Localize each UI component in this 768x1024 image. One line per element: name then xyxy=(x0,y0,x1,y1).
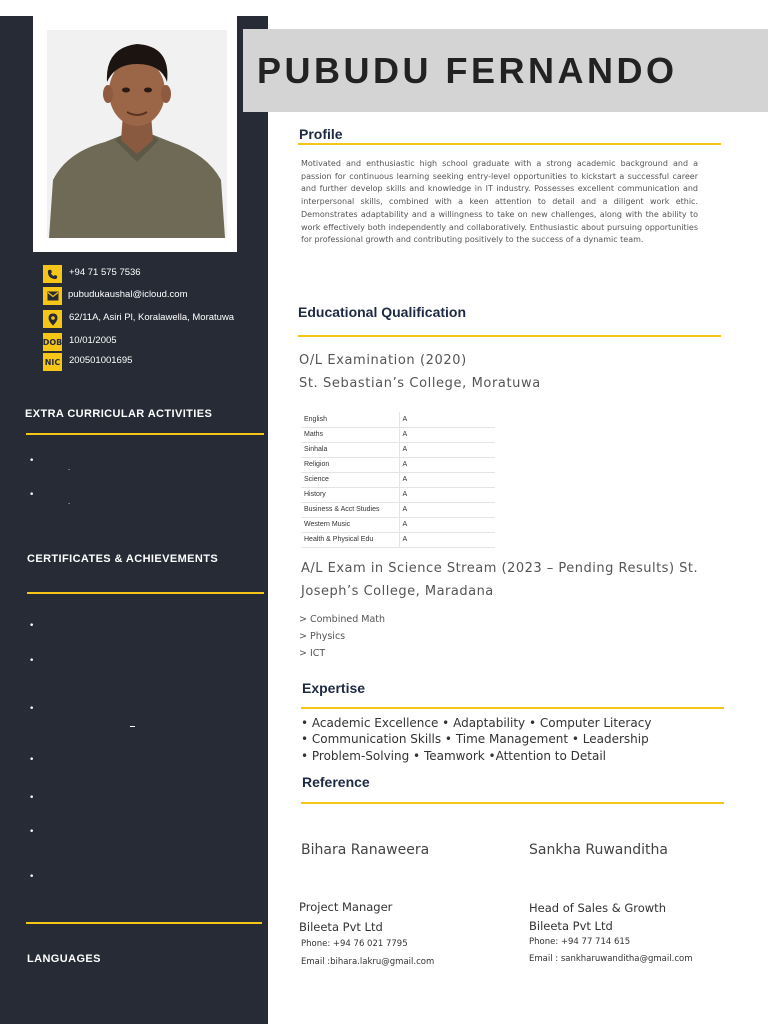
bullet-fragment: . xyxy=(68,464,71,472)
grade-row xyxy=(301,442,495,457)
contact-dob xyxy=(43,333,263,351)
skills-line: • Communication Skills • Time Management • Leadership xyxy=(301,732,649,746)
skills-line: • Academic Excellence • Adaptability • Computer Literacy xyxy=(301,716,652,730)
certificate-bullet: • xyxy=(29,827,35,837)
contact-phone xyxy=(43,265,263,283)
al-subject: > Physics xyxy=(299,631,346,642)
grade-row xyxy=(301,502,495,517)
al-subject: > Combined Math xyxy=(299,614,386,625)
reference-company: Bileeta Pvt Ltd xyxy=(529,919,613,933)
phone-number[interactable]: +94 71 575 7536 xyxy=(69,267,141,278)
reference-company: Bileeta Pvt Ltd xyxy=(299,920,383,934)
profile-photo xyxy=(47,30,227,238)
bullet-fragment xyxy=(130,726,135,727)
grade-row xyxy=(301,457,495,472)
subject-cell: Business & Acct Studies xyxy=(301,502,399,517)
subject-cell: Religion xyxy=(301,457,399,472)
certificate-bullet: • xyxy=(29,872,35,882)
reference-rule xyxy=(301,802,724,804)
nic-icon: NIC xyxy=(43,353,62,371)
subject-cell: Western Music xyxy=(301,517,399,532)
grade-row xyxy=(301,427,495,442)
grade-cell: A xyxy=(399,487,495,502)
certificate-bullet: • xyxy=(29,656,35,666)
ol-exam-title: O/L Examination (2020) xyxy=(299,353,467,368)
location-pin-icon xyxy=(43,310,62,328)
reference-role: Project Manager xyxy=(299,900,393,914)
email-icon xyxy=(43,287,62,305)
extra-curricular-bullet: • xyxy=(29,490,35,500)
extra-curricular-bullet: • xyxy=(29,456,35,466)
extra-curricular-heading: EXTRA CURRICULAR ACTIVITIES xyxy=(25,408,213,420)
certificates-heading: CERTIFICATES & ACHIEVEMENTS xyxy=(27,553,219,565)
certificate-bullet: • xyxy=(29,755,35,765)
contact-address xyxy=(43,310,263,328)
subject-cell: Maths xyxy=(301,427,399,442)
ol-school: St. Sebastian’s College, Moratuwa xyxy=(299,376,541,391)
al-exam-title: A/L Exam in Science Stream (2023 – Pending Results) St. Joseph’s College, Maradana xyxy=(301,561,699,599)
profile-heading: Profile xyxy=(299,126,343,142)
grade-row xyxy=(301,487,495,502)
grade-cell: A xyxy=(399,442,495,457)
education-heading: Educational Qualification xyxy=(298,304,467,320)
grade-cell: A xyxy=(399,427,495,442)
subject-cell: Sinhala xyxy=(301,442,399,457)
certificate-bullet: • xyxy=(29,621,35,631)
date-of-birth: 10/01/2005 xyxy=(69,335,117,346)
subject-cell: Science xyxy=(301,472,399,487)
contact-nic xyxy=(43,353,263,371)
languages-heading: LANGUAGES xyxy=(27,953,101,965)
certificate-bullet: • xyxy=(29,704,35,714)
expertise-rule xyxy=(301,707,724,709)
education-rule xyxy=(298,335,721,337)
languages-rule xyxy=(26,922,262,924)
candidate-name: PUBUDU FERNANDO xyxy=(257,50,678,91)
extra-curricular-rule xyxy=(26,433,264,435)
reference-phone[interactable]: Phone: +94 77 714 615 xyxy=(529,937,631,947)
expertise-heading: Expertise xyxy=(302,680,366,696)
bullet-fragment: . xyxy=(68,498,71,506)
subject-cell: History xyxy=(301,487,399,502)
al-subject: > ICT xyxy=(299,648,326,659)
home-address: 62/11A, Asiri Pl, Koralawella, Moratuwa xyxy=(69,312,235,323)
profile-summary: Motivated and enthusiastic high school graduate with a strong academic background and a passion for continuous learning seeking entry-level opportunities to kickstart a successful career and further develop skills and knowledge in IT industry. Possesses excellent communication and interpersonal skills, combined with a keen attention to detail and a diligent work ethic. Demonstrates adaptability and a willingness to take on new challenges, along with the ability to work effectively both independently and collaboratively. Enthusiastic about pursuing opportunities for professional growth and contributing positively to the success of a dynamic team. xyxy=(301,159,698,245)
reference-phone[interactable]: Phone: +94 76 021 7795 xyxy=(301,939,408,949)
nic-number: 200501001695 xyxy=(69,355,133,366)
contact-email xyxy=(43,287,263,305)
reference-name: Bihara Ranaweera xyxy=(301,842,430,858)
grade-row xyxy=(301,532,495,547)
grade-cell: A xyxy=(399,517,495,532)
ol-results-table xyxy=(301,412,495,548)
reference-name: Sankha Ruwanditha xyxy=(529,842,668,858)
reference-role: Head of Sales & Growth xyxy=(529,901,666,915)
certificates-rule xyxy=(27,592,264,594)
reference-email[interactable]: Email : sankharuwanditha@gmail.com xyxy=(529,954,693,964)
grade-cell: A xyxy=(399,532,495,547)
reference-heading: Reference xyxy=(302,774,370,790)
subject-cell: English xyxy=(301,412,399,427)
email-address[interactable]: pubudukaushal@icloud.com xyxy=(68,289,188,300)
grade-row xyxy=(301,412,495,427)
grade-cell: A xyxy=(399,472,495,487)
grade-cell: A xyxy=(399,502,495,517)
grade-cell: A xyxy=(399,412,495,427)
profile-rule xyxy=(298,143,721,145)
skills-line: • Problem-Solving • Teamwork •Attention to Detail xyxy=(301,749,606,763)
certificate-bullet: • xyxy=(29,793,35,803)
reference-email[interactable]: Email :bihara.lakru@gmail.com xyxy=(301,957,435,967)
phone-icon xyxy=(43,265,62,283)
subject-cell: Health & Physical Edu xyxy=(301,532,399,547)
dob-icon: DOB xyxy=(43,333,62,351)
grade-row xyxy=(301,472,495,487)
grade-cell: A xyxy=(399,457,495,472)
grade-row xyxy=(301,517,495,532)
